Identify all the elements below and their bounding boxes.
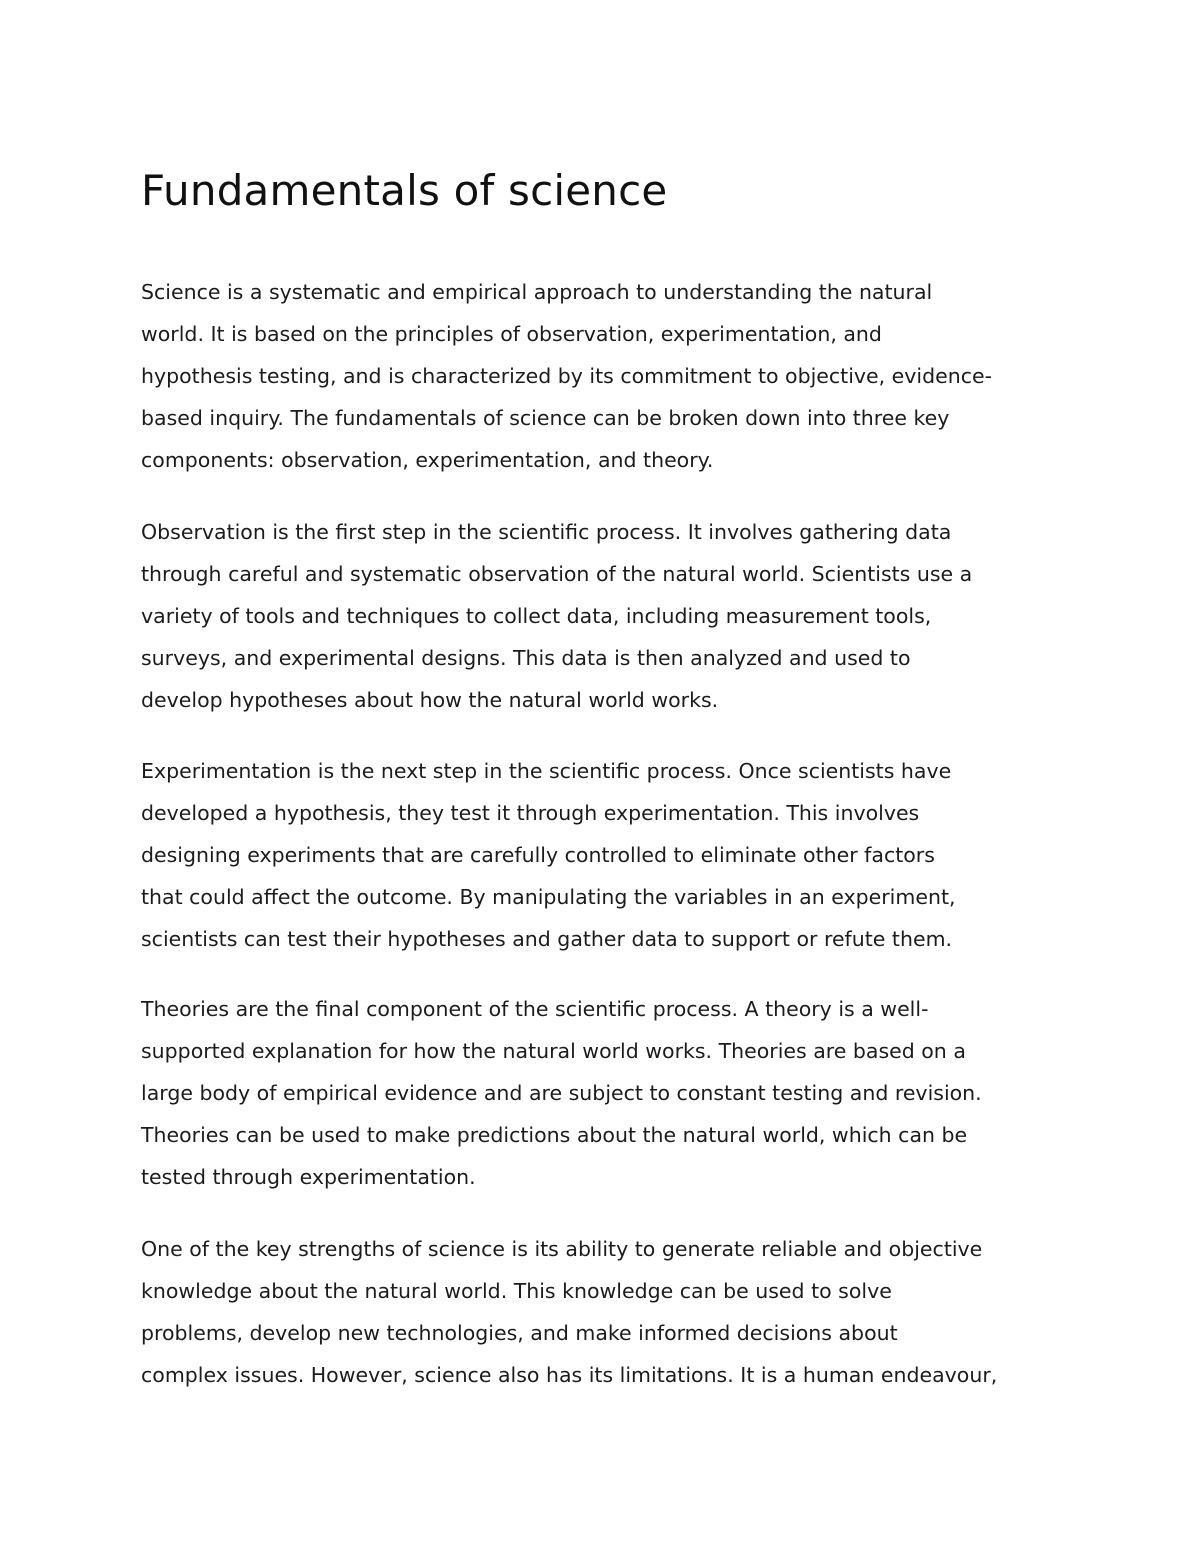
paragraph-observation [141,511,972,721]
text-line: Theories can be used to make predictions about the natural world, which can be [141,1123,968,1147]
text-line: based inquiry. The fundamentals of science can be broken down into three key [141,406,950,430]
text-line: components: observation, experimentation, and theory. [141,448,714,472]
text-line: Observation is the first step in the scientific process. It involves gathering data [141,520,952,544]
text-line: variety of tools and techniques to collect data, including measurement tools, [141,604,932,628]
text-line: knowledge about the natural world. This knowledge can be used to solve [141,1279,892,1303]
text-line: Experimentation is the next step in the scientific process. Once scientists have [141,759,952,783]
text-line: scientists can test their hypotheses and gather data to support or refute them. [141,927,953,951]
page-title: Fundamentals of science [141,166,668,215]
text-line: surveys, and experimental designs. This data is then analyzed and used to [141,646,911,670]
paragraph-theories [141,988,982,1198]
text-line: Science is a systematic and empirical approach to understanding the natural [141,280,933,304]
text-line: Theories are the final component of the scientific process. A theory is a well- [141,997,929,1021]
text-line: problems, develop new technologies, and make informed decisions about [141,1321,898,1345]
text-line: tested through experimentation. [141,1165,476,1189]
text-line: developed a hypothesis, they test it through experimentation. This involves [141,801,920,825]
text-line: through careful and systematic observation of the natural world. Scientists use a [141,562,973,586]
text-line: develop hypotheses about how the natural world works. [141,688,719,712]
text-line: complex issues. However, science also has its limitations. It is a human endeavour, [141,1363,998,1387]
paragraph-introduction [141,271,992,481]
text-line: designing experiments that are carefully controlled to eliminate other factors [141,843,935,867]
text-line: hypothesis testing, and is characterized by its commitment to objective, evidence- [141,364,993,388]
paragraph-experimentation [141,750,956,960]
paragraph-strengths [141,1228,997,1396]
text-line: One of the key strengths of science is its ability to generate reliable and objective [141,1237,983,1261]
text-line: that could affect the outcome. By manipulating the variables in an experiment, [141,885,956,909]
text-line: large body of empirical evidence and are subject to constant testing and revision. [141,1081,982,1105]
text-line: supported explanation for how the natural world works. Theories are based on a [141,1039,966,1063]
text-line: world. It is based on the principles of observation, experimentation, and [141,322,882,346]
